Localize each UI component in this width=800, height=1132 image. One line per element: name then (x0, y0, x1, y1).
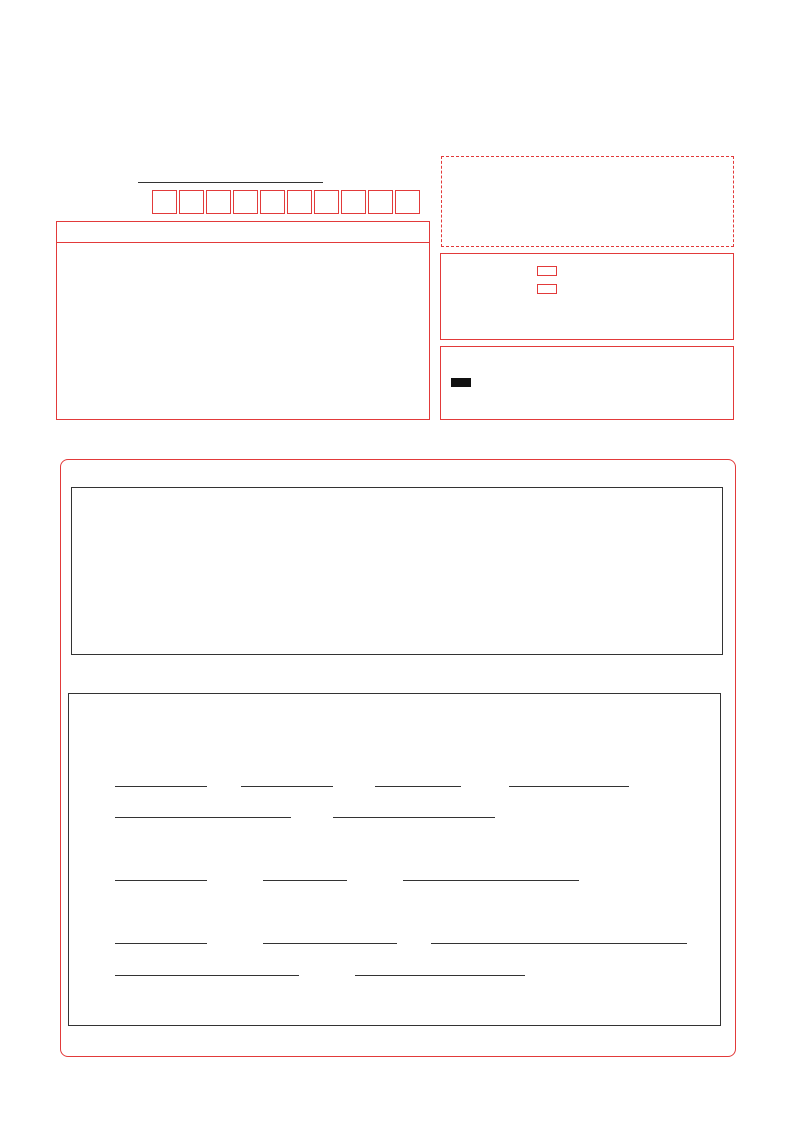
answer-line[interactable] (333, 817, 495, 818)
absent-mark-label (529, 263, 557, 278)
fill-blank-box (68, 693, 721, 1026)
answer-line[interactable] (115, 975, 299, 976)
ticket-number-boxes[interactable] (152, 190, 422, 214)
left-timing-marks (36, 100, 50, 1090)
answer-line[interactable] (115, 786, 207, 787)
notice-header (57, 222, 429, 243)
wrong-fill (451, 397, 475, 412)
violation-mark-box[interactable] (537, 284, 557, 294)
answer-line[interactable] (431, 943, 687, 944)
barcode-area (441, 156, 734, 247)
correct-fill (451, 375, 471, 390)
answer-line[interactable] (263, 943, 397, 944)
answer-line[interactable] (241, 786, 333, 787)
answer-line[interactable] (403, 880, 579, 881)
top-timing-marks (52, 38, 752, 52)
answer-line[interactable] (263, 880, 347, 881)
absent-mark-box[interactable] (537, 266, 557, 276)
fill-sample-box (440, 346, 734, 420)
name-field[interactable] (138, 182, 323, 183)
answer-line[interactable] (115, 817, 291, 818)
proctor-only-box (440, 253, 734, 340)
notice-box (56, 221, 430, 420)
filled-block-icon (451, 378, 471, 387)
answer-line[interactable] (115, 880, 207, 881)
answer-line[interactable] (355, 975, 525, 976)
violation-mark-label (529, 281, 557, 296)
answer-line[interactable] (509, 786, 629, 787)
answer-line[interactable] (115, 943, 207, 944)
choice-box (71, 487, 723, 655)
answer-line[interactable] (375, 786, 461, 787)
